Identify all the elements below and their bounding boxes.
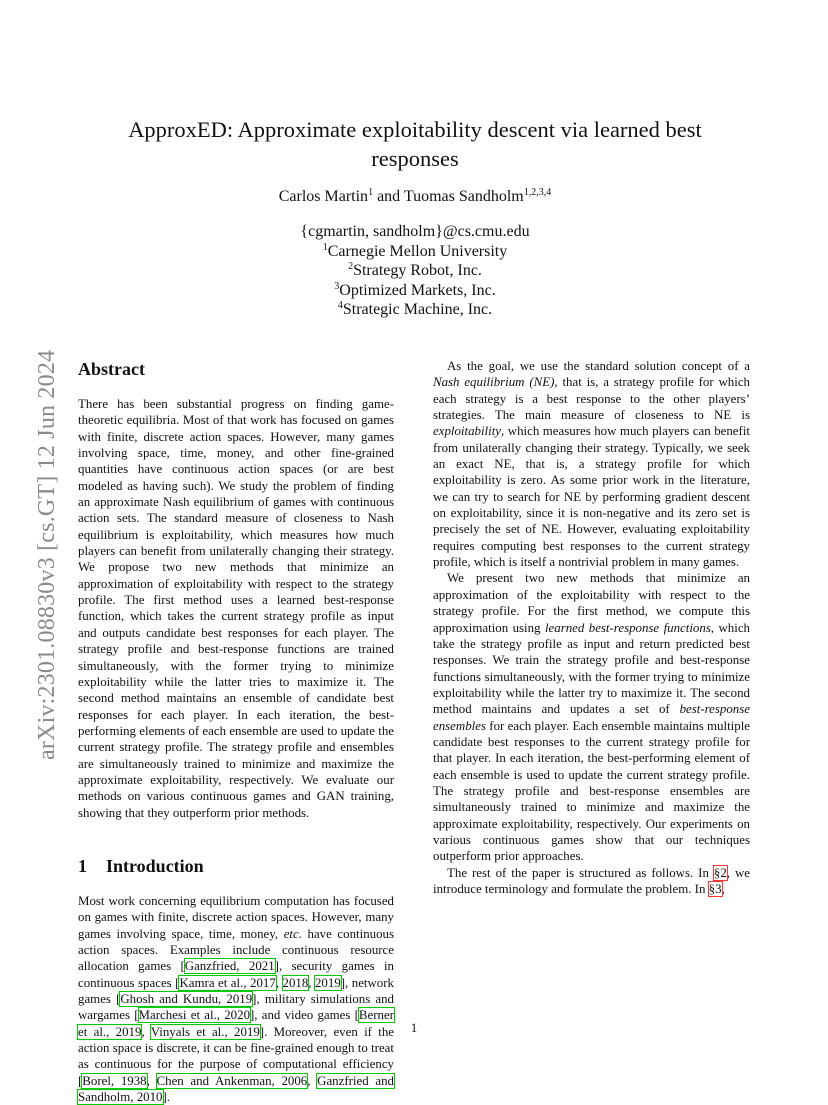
affiliations — [95, 222, 735, 320]
citation-link[interactable]: 2019 — [314, 975, 341, 990]
citation-link[interactable]: Ganzfried, 2021 — [184, 959, 275, 974]
author-conjunction: and — [373, 188, 404, 205]
citation-link[interactable]: Vinyals et al., 2019 — [150, 1024, 260, 1039]
intro-paragraph: As the goal, we use the standard solution concept of a Nash equilibrium (NE), that is, a strategy profile for which each strategy is a best response to the other players’ strategies. The main measure of closeness to NE is exploitability, which measures how much players can benefit from unilaterally changing their strategy. Typically, we seek an exact NE, that is, a strategy profile for which exploitability is zero. As some prior work in the literature, we can try to search for NE by performing gradient descent on exploitability, since it is non-negative and its zero set is precisely the set of NE. However, evaluating exploitability requires computing best responses to the current strategy profile, which is itself a nontrivial problem in many games. — [433, 359, 750, 570]
paper-title: ApproxED: Approximate exploitability descent via learned best responses — [128, 117, 702, 171]
intro-paragraph: Most work concerning equilibrium computation has focused on games with finite, discrete action spaces. However, many games involving space, time, money, etc. have continuous action spaces. Examples include continuous resource allocation games [Ganzfried, 2021], security games in continuous spaces [Kamra et al., 2017, 2018, 2019], network games [Ghosh and Kundu, 2019], military simulations and wargames [Marchesi et al., 2020], and video games [Berner et al., 2019, Vinyals et al., 2019]. Moreover, even if the action space is discrete, it can be fine-grained enough to treat as continuous for the purpose of computational efficiency [Borel, 1938, Chen and Ankenman, 2006, Ganzfried and Sandholm, 2010]. — [78, 893, 394, 1105]
author-name: Tuomas Sandholm — [403, 188, 524, 205]
author-affil-marker: 1,2,3,4 — [523, 187, 552, 198]
section-title: Introduction — [106, 855, 204, 876]
arxiv-watermark — [14, 290, 60, 760]
intro-paragraph: We present two new methods that minimize an approximation of the exploitability with respect to the strategy profile. For the first method, we compute this approximation using learned best-response functions, which take the strategy profile as input and return predicted best responses. We train the strategy profile and best-response functions simultaneously, with the former trying to minimize exploitability while the latter try to maximize it. The second method maintains and updates a set of best-response ensembles for each player. Each ensemble maintains multiple candidate best responses to the current strategy profile for that player. In each iteration, the best-performing element of each ensemble is used to update the current strategy profile. The strategy profile and best-response ensembles are simultaneously trained to minimize and maximize the approximate exploitability, respectively. Our experiments on various continuous games show that our techniques outperform prior approaches. — [433, 571, 750, 864]
section-reference-link[interactable]: §3 — [708, 882, 722, 896]
section-heading-introduction — [78, 855, 394, 877]
affiliation-line: $^2$Strategy Robot, Inc. — [348, 261, 482, 280]
left-column — [78, 358, 394, 1105]
citation-link[interactable]: Kamra et al., 2017 — [179, 975, 276, 990]
section-number: 1 — [78, 855, 87, 876]
page-number: 1 — [410, 1020, 418, 1035]
citation-link[interactable]: Chen and Ankenman, 2006 — [156, 1073, 308, 1088]
affiliation-line: $^4$Strategic Machine, Inc. — [337, 300, 493, 319]
author-line — [95, 188, 735, 206]
intro-paragraph: The rest of the paper is structured as follows. In §2, we introduce terminology and formulate the problem. In §3, — [433, 865, 750, 896]
section-reference-link[interactable]: §2 — [713, 865, 727, 880]
abstract-heading: Abstract — [78, 359, 145, 379]
arxiv-identifier: arXiv:2301.08830v3 [cs.GT] 12 Jun 2024 — [34, 349, 60, 760]
citation-link[interactable]: Ganzfried and Sandholm, 2010 — [78, 1073, 394, 1105]
author-name: Carlos Martin — [278, 188, 369, 205]
citation-link[interactable]: 2018 — [282, 975, 309, 990]
affiliation-line: $^1$Carnegie Mellon University — [322, 241, 508, 260]
citation-link[interactable]: Borel, 1938 — [82, 1073, 147, 1088]
right-column — [433, 358, 750, 897]
citation-link[interactable]: Marchesi et al., 2020 — [138, 1008, 251, 1023]
abstract-text: There has been substantial progress on finding game-theoretic equilibria. Most of that work has focused on games with finite, discrete action spaces. However, many games involving space, time, money, and other fine-grained quantities have continuous action spaces (or are best modeled as having such). We study the problem of finding an approximate Nash equilibrium of games with continuous action sets. The standard measure of closeness to Nash equilibrium is exploitability, which measures how much players can benefit from unilaterally changing their strategy. We propose two new methods that minimize an approximation of exploitability with respect to the strategy profile. The first method uses a learned best-response function, which takes the current strategy profile as input and outputs candidate best responses for each player. The strategy profile and best-response functions are trained simultaneously, with the former trying to minimize exploitability while the latter tries to maximize it. The second method maintains an ensemble of candidate best responses for each player. In each iteration, the best-performing elements of each ensemble are used to update the current strategy profile. The strategy profile and ensembles are simultaneously trained to minimize and maximize the approximate exploitability, respectively. We evaluate our methods on various continuous games and GAN training, showing that they outperform prior methods. — [78, 397, 394, 820]
author-affil-marker: 1 — [368, 187, 374, 198]
citation-link[interactable]: Ghosh and Kundu, 2019 — [120, 992, 253, 1006]
citation-link[interactable]: Berner et al., 2019 — [78, 1008, 394, 1039]
author-email: {cgmartin, sandholm}@cs.cmu.edu — [300, 223, 530, 240]
affiliation-line: $^3$Optimized Markets, Inc. — [334, 280, 496, 299]
